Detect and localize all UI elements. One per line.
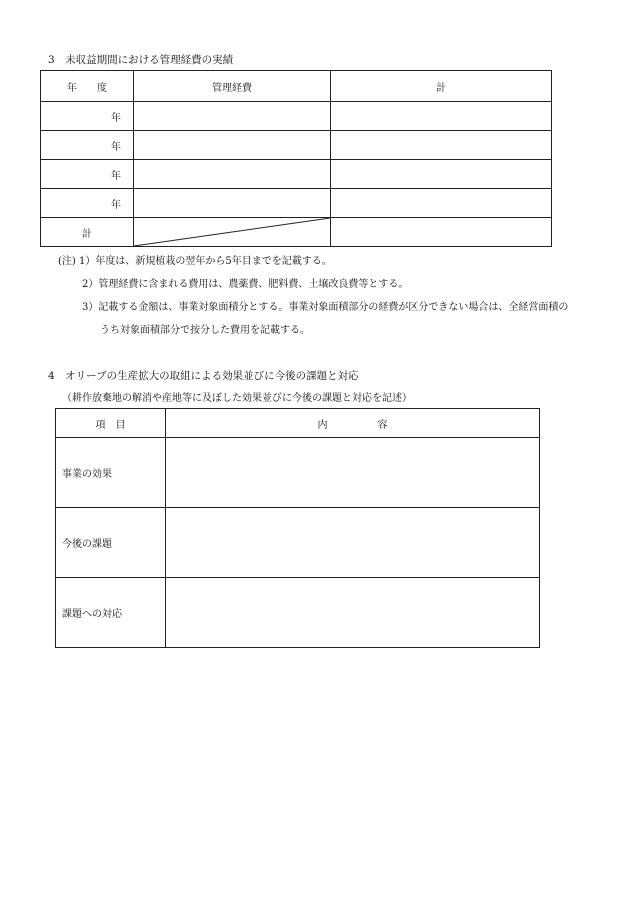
effects-issues-table: [55, 408, 540, 648]
table-row: [41, 160, 552, 189]
header-item: 項 目: [56, 409, 166, 438]
year-cell: 年: [41, 102, 134, 131]
total-cell[interactable]: [331, 102, 552, 131]
year-cell: 年: [41, 131, 134, 160]
row-label-effect: 事業の効果: [56, 438, 166, 508]
total-label: 計: [41, 218, 134, 247]
year-cell: 年: [41, 160, 134, 189]
table-row: [41, 102, 552, 131]
total-cell[interactable]: [331, 131, 552, 160]
section4-subheading: （耕作放棄地の解消や産地等に及ぼした効果並びに今後の課題と対応を記述）: [62, 393, 412, 404]
note-2: 2）管理経費に含まれる費用は、農薬費、肥料費、土壌改良費等とする。: [82, 279, 409, 290]
row-label-future-issues: 今後の課題: [56, 508, 166, 578]
section3-heading: 3 未収益期間における管理経費の実績: [48, 54, 234, 66]
note-3-continued: うち対象面積部分で按分した費用を記載する。: [100, 325, 310, 336]
content-cell[interactable]: [166, 578, 540, 648]
management-cost-table: [40, 70, 552, 247]
grand-total-cell[interactable]: [331, 218, 552, 247]
table-row: [41, 131, 552, 160]
header-year: 年 度: [41, 71, 134, 102]
table-header-row: [41, 71, 552, 102]
content-cell[interactable]: [166, 438, 540, 508]
table-row: [41, 189, 552, 218]
note-1: (注) 1）年度は、新規植栽の翌年から5年目までを記載する。: [58, 256, 332, 267]
cost-cell[interactable]: [134, 189, 331, 218]
row-label-response: 課題への対応: [56, 578, 166, 648]
table-row: [56, 578, 540, 648]
note-3: 3）記載する金額は、事業対象面積分とする。事業対象面積部分の経費が区分できない場合は、全経営面積の: [82, 302, 569, 313]
cost-cell[interactable]: [134, 160, 331, 189]
year-cell: 年: [41, 189, 134, 218]
diagonal-cell: [134, 218, 331, 247]
header-total: 計: [331, 71, 552, 102]
header-content: 内 容: [166, 409, 540, 438]
table-row: [56, 508, 540, 578]
cost-cell[interactable]: [134, 131, 331, 160]
section4-heading: 4 オリーブの生産拡大の取組による効果並びに今後の課題と対応: [48, 370, 359, 382]
diagonal-line: [134, 218, 330, 246]
total-cell[interactable]: [331, 189, 552, 218]
content-cell[interactable]: [166, 508, 540, 578]
table-header-row: [56, 409, 540, 438]
cost-cell[interactable]: [134, 102, 331, 131]
table-row: [56, 438, 540, 508]
header-management-cost: 管理経費: [134, 71, 331, 102]
total-row: [41, 218, 552, 247]
total-cell[interactable]: [331, 160, 552, 189]
